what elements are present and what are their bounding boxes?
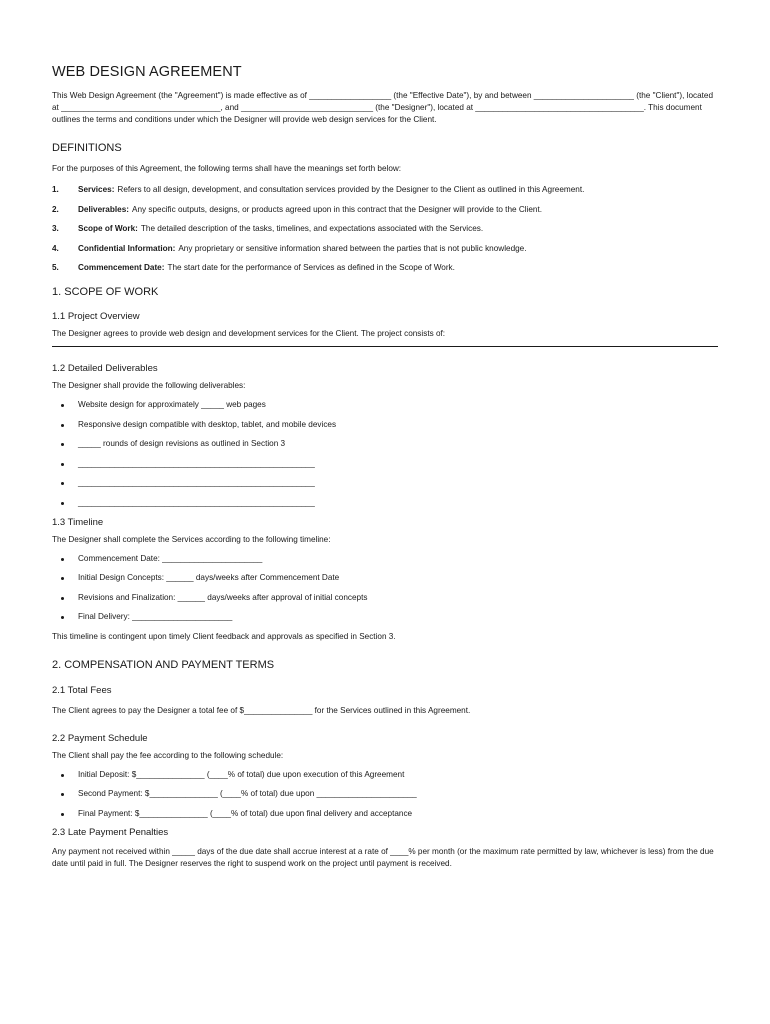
bullet-icon — [52, 769, 78, 781]
list-item — [52, 553, 718, 565]
bullet-icon — [52, 808, 78, 820]
list-item — [52, 497, 718, 509]
bullet-icon — [52, 477, 78, 489]
payment-schedule-list — [52, 769, 718, 820]
list-item — [52, 477, 718, 489]
bullet-icon — [52, 458, 78, 470]
definition-text: Any proprietary or sensitive information shared between the parties that is not public knowledge. — [178, 243, 527, 253]
compensation-heading: 2. COMPENSATION AND PAYMENT TERMS — [52, 658, 275, 671]
definition-text: The detailed description of the tasks, timelines, and expectations associated with the Services. — [140, 224, 484, 233]
bullet-icon — [52, 419, 78, 431]
timeline-heading: 1.3 Timeline — [52, 516, 104, 528]
list-item — [52, 611, 718, 623]
list-item — [52, 458, 718, 470]
list-item — [52, 419, 718, 431]
bullet-icon — [52, 553, 78, 565]
list-item — [52, 438, 718, 450]
definition-number: 3. — [52, 224, 59, 233]
list-item-text: Commencement Date: ______________________ — [78, 553, 263, 563]
bullet-icon — [52, 572, 78, 584]
bullet-icon — [52, 788, 78, 800]
bullet-icon — [52, 592, 78, 604]
list-item — [52, 592, 718, 604]
list-item-text: Final Payment: $_______________ (____% of total) due upon final delivery and acceptance — [78, 808, 413, 818]
bullet-icon — [52, 611, 78, 623]
payment-schedule-heading: 2.2 Payment Schedule — [52, 732, 148, 744]
project-overview-heading: 1.1 Project Overview — [52, 311, 140, 322]
list-item-text: Initial Deposit: $_______________ (____% of total) due upon execution of this Agreement — [78, 769, 405, 779]
definition-term: Services: — [78, 185, 115, 194]
list-item-text: Website design for approximately _____ web pages — [78, 400, 266, 409]
definition-item — [52, 204, 718, 216]
payment-schedule-lead: The Client shall pay the fee according to the following schedule: — [52, 750, 284, 760]
deliverables-heading: 1.2 Detailed Deliverables — [52, 363, 158, 374]
list-item-text: Initial Design Concepts: ______ days/weeks after Commencement Date — [78, 573, 340, 582]
timeline-note: This timeline is contingent upon timely Client feedback and approvals as specified in Section 3. — [52, 631, 396, 641]
list-item — [52, 572, 718, 584]
fill-in-line — [52, 346, 718, 347]
list-item-text: Responsive design compatible with desktop, tablet, and mobile devices — [78, 419, 337, 429]
definition-text: Any specific outputs, designs, or products agreed upon in this contract that the Designer will provide to the Client. — [131, 204, 543, 214]
total-fees-heading: 2.1 Total Fees — [52, 684, 112, 696]
list-item — [52, 769, 718, 781]
definition-item — [52, 262, 718, 274]
list-item-text: Second Payment: $_______________ (____% of total) due upon ______________________ — [78, 789, 417, 798]
list-item-text: Final Delivery: ______________________ — [78, 612, 233, 621]
definition-number: 1. — [52, 185, 59, 194]
definitions-lead: For the purposes of this Agreement, the following terms shall have the meanings set forth below: — [52, 164, 402, 173]
timeline-lead: The Designer shall complete the Services according to the following timeline: — [52, 534, 331, 544]
list-item-text: ____________________________________________________ — [78, 458, 315, 468]
definition-number: 2. — [52, 204, 59, 214]
document-page — [52, 64, 718, 870]
definitions-heading: DEFINITIONS — [52, 142, 122, 154]
bullet-icon — [52, 497, 78, 509]
definition-item — [52, 243, 718, 255]
deliverables-list — [52, 399, 718, 509]
definition-number: 4. — [52, 243, 59, 253]
document-title: WEB DESIGN AGREEMENT — [52, 64, 242, 80]
bullet-icon — [52, 438, 78, 450]
definition-term: Commencement Date: — [78, 263, 165, 272]
list-item-text: Revisions and Finalization: ______ days/weeks after approval of initial concepts — [78, 592, 368, 602]
bullet-icon — [52, 399, 78, 411]
list-item — [52, 399, 718, 411]
late-payment-heading: 2.3 Late Payment Penalties — [52, 827, 169, 838]
definitions-list — [52, 184, 718, 274]
list-item-text: ____________________________________________________ — [78, 497, 315, 507]
list-item-text: _____ rounds of design revisions as outlined in Section 3 — [78, 439, 286, 448]
list-item-text: ____________________________________________________ — [78, 478, 315, 487]
definition-text: The start date for the performance of Services as defined in the Scope of Work. — [167, 263, 455, 272]
list-item — [52, 788, 718, 800]
scope-heading: 1. SCOPE OF WORK — [52, 286, 159, 298]
definition-term: Confidential Information: — [78, 243, 176, 253]
total-fees-text: The Client agrees to pay the Designer a total fee of $_______________ for the Services outlined in this Agreement. — [52, 705, 471, 715]
deliverables-lead: The Designer shall provide the following deliverables: — [52, 381, 246, 390]
definition-term: Scope of Work: — [78, 224, 138, 233]
timeline-list — [52, 553, 718, 624]
definition-text: Refers to all design, development, and consultation services provided by the Designer to the Client as outlined in this Agreement. — [117, 185, 585, 194]
late-payment-text: Any payment not received within _____ days of the due date shall accrue interest at a rate of ____% per month (or the maximum rate permitted by law, whichever is less) from the due date until paid in full. The Designer reserves the right to suspend work on the project until payment is received. — [52, 847, 714, 868]
intro-paragraph: This Web Design Agreement (the "Agreement") is made effective as of __________________ (the "Effective Date"), by and between ______________________ (the "Client"), located at ___________________________________, and _____________________________ (the "Designer"), located at _____________________________________. This document outlines the terms and conditions under which the Designer will provide web design services for the Client. — [52, 91, 714, 124]
list-item — [52, 808, 718, 820]
definition-item — [52, 223, 718, 235]
definition-number: 5. — [52, 263, 59, 272]
definition-term: Deliverables: — [78, 204, 129, 214]
definition-item — [52, 184, 718, 196]
project-overview-text: The Designer agrees to provide web design and development services for the Client. The project consists of: — [52, 329, 446, 338]
